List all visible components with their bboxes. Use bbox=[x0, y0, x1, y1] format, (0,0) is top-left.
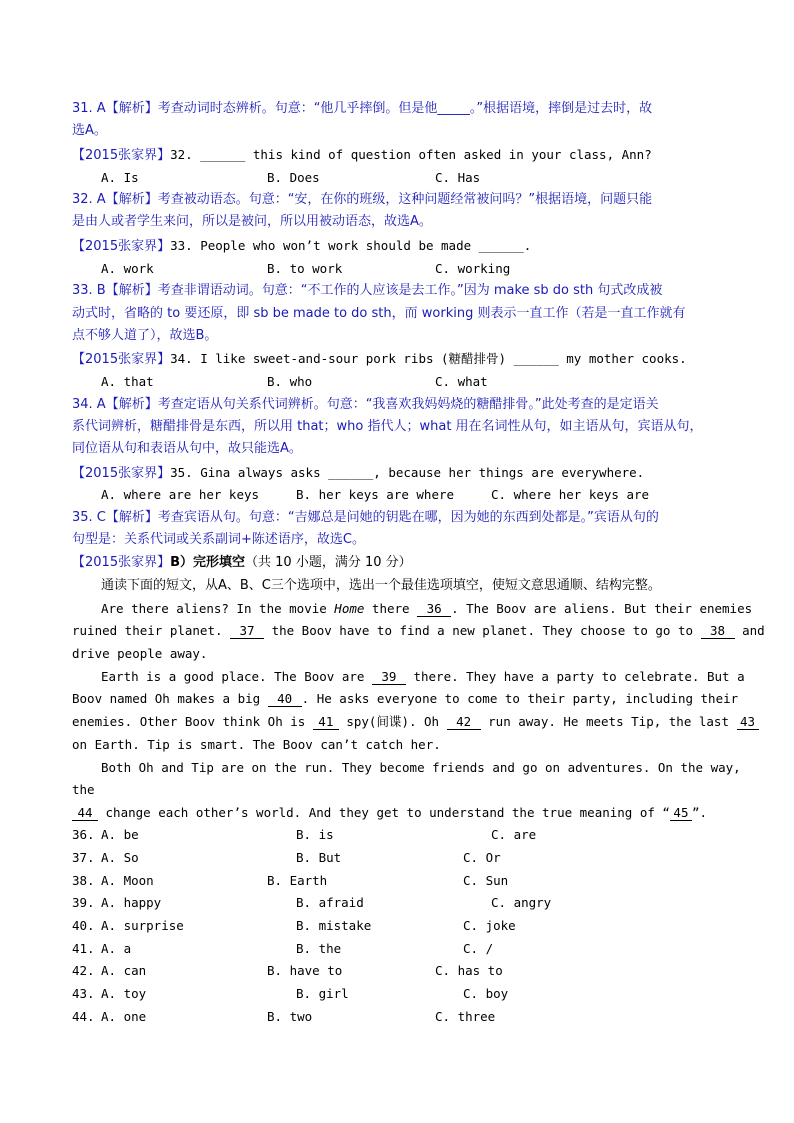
passage-text: . The Boov are aliens. But their enemies bbox=[451, 601, 753, 616]
passage-text: spy(间谍). Oh bbox=[338, 714, 447, 729]
blank-41: 41 bbox=[313, 715, 339, 730]
q35-question bbox=[72, 463, 644, 484]
cloze-44-option-c: C. three bbox=[435, 1009, 496, 1024]
blank-40: 40 bbox=[268, 692, 302, 707]
q31-explanation-line-1: 31. A【解析】考查动词时态辨析。句意：“他几乎摔倒。但是他_____。”根据语境，摔倒是过去时，故 bbox=[72, 101, 653, 116]
cloze-40-option-b: B. mistake bbox=[296, 918, 372, 933]
cloze-num-37: 37. bbox=[72, 850, 95, 865]
passage-text: run away. He meets Tip, the last bbox=[480, 714, 737, 729]
section-instruction: 通读下面的短文，从A、B、C三个选项中，选出一个最佳选项填空，使短文意思通顺、结构完整。 bbox=[101, 578, 661, 593]
cloze-num-42: 42. bbox=[72, 963, 95, 978]
passage-line: on Earth. Tip is smart. The Boov can’t catch her. bbox=[72, 737, 441, 752]
q33-explanation-line-3: 点不够人道了），故选B。 bbox=[72, 328, 218, 343]
source-tag: 【2015张家界】 bbox=[72, 352, 171, 367]
passage-text: Boov named Oh makes a big bbox=[72, 691, 268, 706]
q32-option-b: B. Does bbox=[267, 170, 320, 185]
q35-option-b: B. her keys are where bbox=[296, 487, 455, 502]
passage-text: ruined their planet. bbox=[72, 623, 231, 638]
cloze-38-option-c: C. Sun bbox=[463, 873, 509, 888]
passage-line: Both Oh and Tip are on the run. They become friends and go on adventures. On the way, bbox=[101, 760, 741, 775]
q32-question bbox=[72, 145, 652, 166]
cloze-42-option-a: A. can bbox=[101, 963, 147, 978]
cloze-num-38: 38. bbox=[72, 873, 95, 888]
cloze-40-option-c: C. joke bbox=[463, 918, 516, 933]
passage-text: the Boov have to find a new planet. They choose to go to bbox=[264, 623, 701, 638]
cloze-44-option-a: A. one bbox=[101, 1009, 147, 1024]
cloze-num-41: 41. bbox=[72, 941, 95, 956]
passage-text: enemies. Other Boov think Oh is bbox=[72, 714, 313, 729]
blank-42: 42 bbox=[447, 715, 481, 730]
cloze-37-option-b: B. But bbox=[296, 850, 342, 865]
cloze-40-option-a: A. surprise bbox=[101, 918, 184, 933]
source-tag: 【2015张家界】 bbox=[72, 239, 171, 254]
q34-explanation-line-1: 34. A【解析】考查定语从句关系代词辨析。句意：“我喜欢我妈妈烧的糖醋排骨。”此处考查的是定语关 bbox=[72, 397, 659, 412]
cloze-38-option-b: B. Earth bbox=[267, 873, 328, 888]
passage-line bbox=[101, 667, 745, 687]
passage-text: Earth is a good place. The Boov are bbox=[101, 669, 372, 684]
cloze-42-option-b: B. have to bbox=[267, 963, 343, 978]
q33-option-a: A. work bbox=[101, 261, 154, 276]
q33-option-b: B. to work bbox=[267, 261, 343, 276]
q35-stem: 35. Gina always asks ______, because her things are everywhere. bbox=[170, 465, 645, 480]
passage-line bbox=[72, 803, 707, 823]
movie-title: Home bbox=[334, 601, 365, 616]
cloze-num-40: 40. bbox=[72, 918, 95, 933]
passage-text: and bbox=[734, 623, 765, 638]
cloze-num-36: 36. bbox=[72, 827, 95, 842]
passage-line bbox=[72, 712, 759, 732]
cloze-42-option-c: C. has to bbox=[435, 963, 503, 978]
blank-37: 37 bbox=[230, 624, 264, 639]
passage-line bbox=[72, 621, 765, 641]
passage-text: there bbox=[364, 601, 418, 616]
q32-stem: 32. ______ this kind of question often asked in your class, Ann? bbox=[170, 147, 652, 162]
source-tag: 【2015张家界】 bbox=[72, 466, 171, 481]
blank-36: 36 bbox=[417, 602, 451, 617]
section-header bbox=[72, 553, 412, 573]
source-tag: 【2015张家界】 bbox=[72, 555, 171, 570]
cloze-38-option-a: A. Moon bbox=[101, 873, 154, 888]
cloze-37-option-a: A. So bbox=[101, 850, 139, 865]
cloze-num-43: 43. bbox=[72, 986, 95, 1001]
q32-explanation-line-1: 32. A【解析】考查被动语态。句意：“安，在你的班级，这种问题经常被问吗？”根据语境，问题只能 bbox=[72, 192, 653, 207]
q35-explanation-line-1: 35. C【解析】考查宾语从句。句意：“吉娜总是问她的钥匙在哪，因为她的东西到处都是。”宾语从句的 bbox=[72, 510, 659, 525]
source-tag: 【2015张家界】 bbox=[72, 148, 171, 163]
q34-explanation-line-3: 同位语从句和表语从句中，故只能选A。 bbox=[72, 441, 302, 456]
blank-38: 38 bbox=[701, 624, 735, 639]
cloze-44-option-b: B. two bbox=[267, 1009, 313, 1024]
blank-45: 45 bbox=[670, 806, 692, 821]
q33-explanation-line-2: 动式时，省略的 to 要还原，即 sb be made to do sth，而 working 则表示一直工作（若是一直工作就有 bbox=[72, 306, 686, 321]
section-note: （共 10 小题，满分 10 分） bbox=[245, 555, 412, 570]
q33-explanation-line-1: 33. B【解析】考查非谓语动词。句意：“不工作的人应该是去工作。”因为 make sb do sth 句式改成被 bbox=[72, 283, 663, 298]
cloze-39-option-a: A. happy bbox=[101, 895, 162, 910]
cloze-num-39: 39. bbox=[72, 895, 95, 910]
cloze-36-option-a: A. be bbox=[101, 827, 139, 842]
q31-explanation-line-2: 选A。 bbox=[72, 123, 107, 138]
q34-option-b: B. who bbox=[267, 374, 313, 389]
q34-option-a: A. that bbox=[101, 374, 154, 389]
cloze-num-44: 44. bbox=[72, 1009, 95, 1024]
q33-question bbox=[72, 236, 531, 257]
cloze-41-option-c: C. / bbox=[463, 941, 494, 956]
q34-stem: 34. I like sweet-and-sour pork ribs (糖醋排骨) ______ my mother cooks. bbox=[170, 351, 687, 366]
passage-text: there. They have a party to celebrate. But a bbox=[405, 669, 745, 684]
q34-question bbox=[72, 349, 687, 370]
passage-line bbox=[101, 599, 752, 619]
q32-option-a: A. Is bbox=[101, 170, 139, 185]
passage-line bbox=[72, 689, 738, 709]
q33-option-c: C. working bbox=[435, 261, 511, 276]
passage-line: the bbox=[72, 782, 95, 797]
q35-option-c: C. where her keys are bbox=[491, 487, 650, 502]
cloze-36-option-c: C. are bbox=[491, 827, 537, 842]
q34-explanation-line-2: 系代词辨析，糖醋排骨是东西，所以用 that；who 指代人；what 用在名词性从句，如主语从句，宾语从句， bbox=[72, 419, 703, 434]
cloze-43-option-b: B. girl bbox=[296, 986, 349, 1001]
blank-39: 39 bbox=[372, 670, 406, 685]
cloze-36-option-b: B. is bbox=[296, 827, 334, 842]
q32-option-c: C. Has bbox=[435, 170, 481, 185]
q33-stem: 33. People who won’t work should be made ______. bbox=[170, 238, 532, 253]
q35-explanation-line-2: 句型是：关系代词或关系副词+陈述语序，故选C。 bbox=[72, 532, 365, 547]
passage-line: drive people away. bbox=[72, 646, 208, 661]
passage-text: Are there aliens? In the movie bbox=[101, 601, 335, 616]
q34-option-c: C. what bbox=[435, 374, 488, 389]
cloze-39-option-b: B. afraid bbox=[296, 895, 364, 910]
blank-43: 43 bbox=[737, 715, 759, 730]
passage-text: ”. bbox=[691, 805, 708, 820]
blank-44: 44 bbox=[72, 806, 98, 821]
q35-option-a: A. where are her keys bbox=[101, 487, 260, 502]
q32-explanation-line-2: 是由人或者学生来问，所以是被问，所以用被动语态，故选A。 bbox=[72, 214, 432, 229]
cloze-37-option-c: C. Or bbox=[463, 850, 501, 865]
cloze-41-option-a: A. a bbox=[101, 941, 132, 956]
section-title: B）完形填空 bbox=[170, 555, 246, 570]
cloze-41-option-b: B. the bbox=[296, 941, 342, 956]
cloze-43-option-a: A. toy bbox=[101, 986, 147, 1001]
passage-text: . He asks everyone to come to their party, including their bbox=[301, 691, 739, 706]
passage-text: change each other’s world. And they get to understand the true meaning of “ bbox=[98, 805, 670, 820]
cloze-43-option-c: C. boy bbox=[463, 986, 509, 1001]
cloze-39-option-c: C. angry bbox=[491, 895, 552, 910]
